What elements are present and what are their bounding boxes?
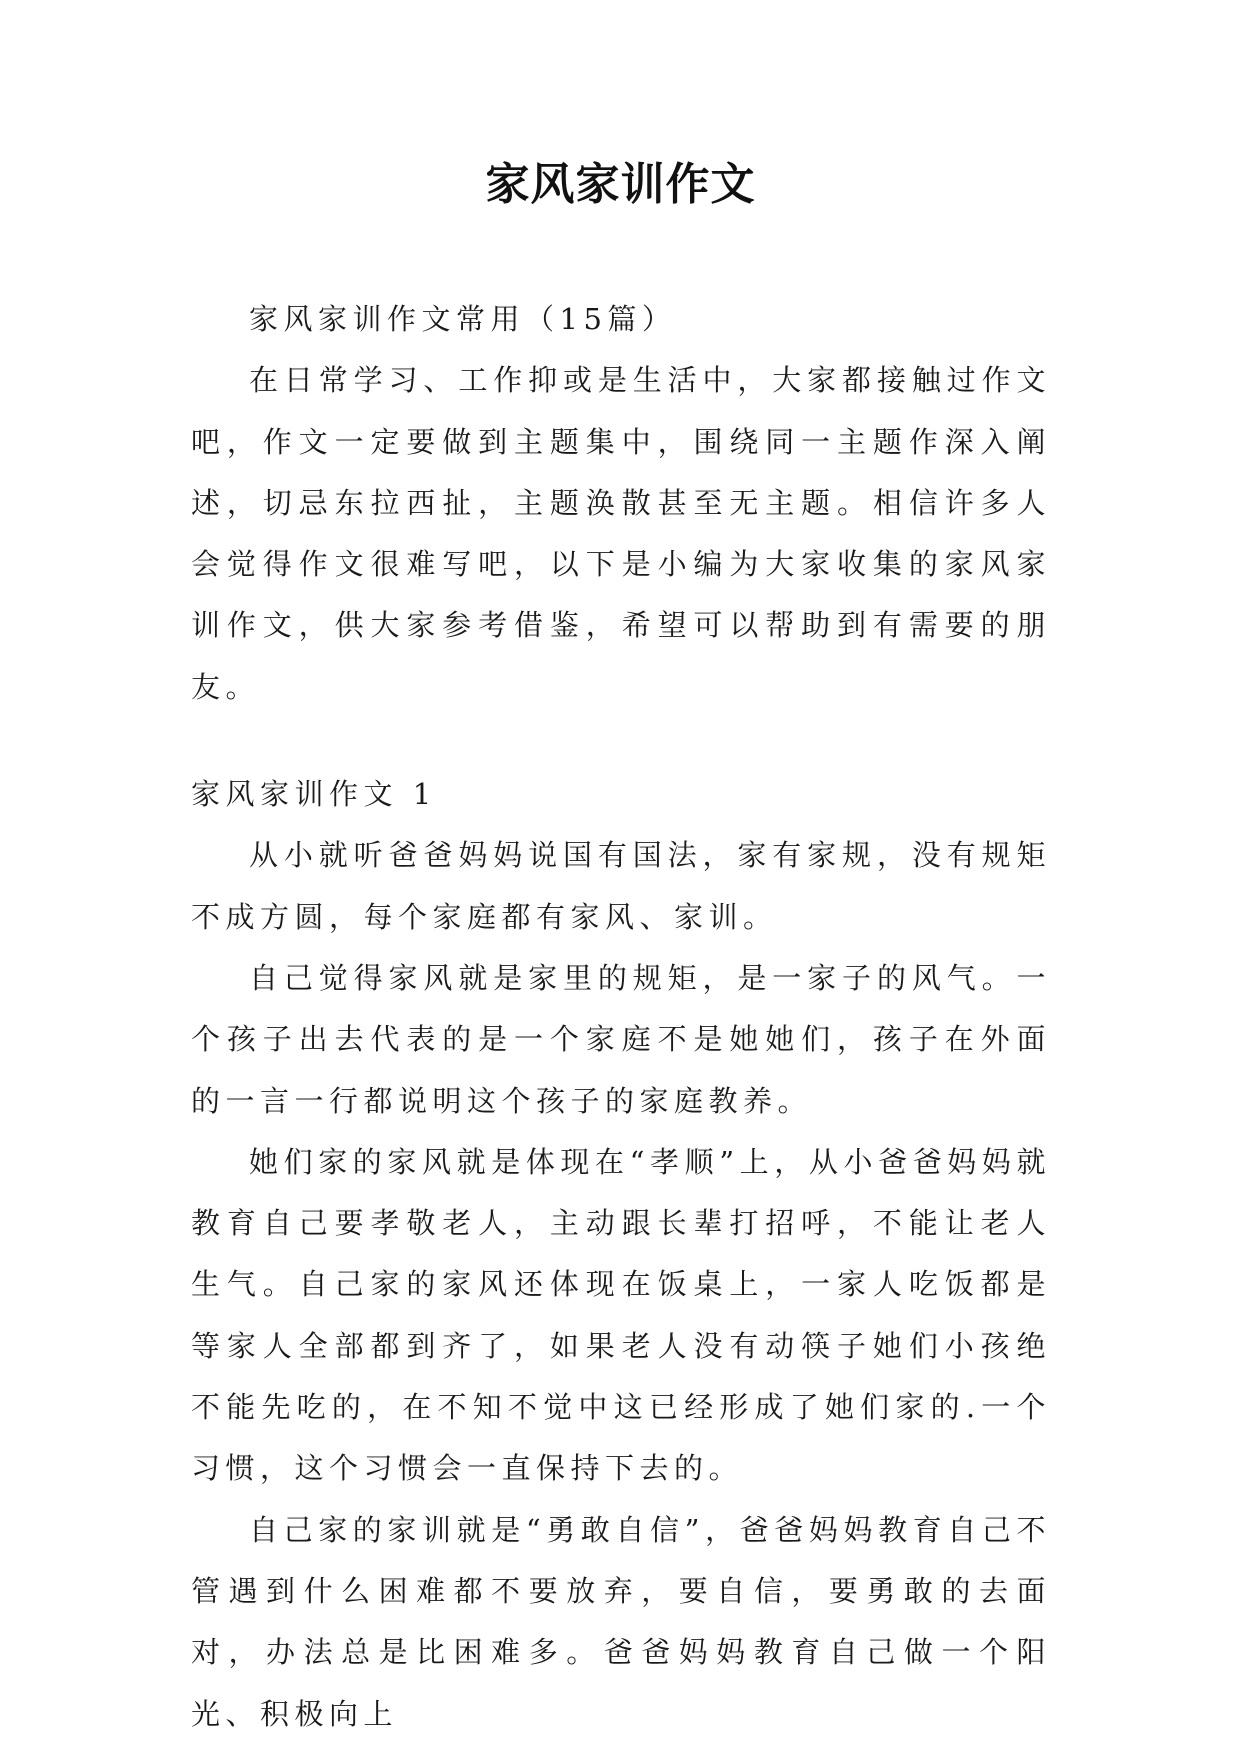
section-heading: 家风家训作文 1: [191, 777, 437, 812]
body-paragraph: 她们家的家风就是体现在“孝顺”上，从小爸爸妈妈就教育自己要孝敬老人，主动跟长辈打招呼，不能让老人生气。自己家的家风还体现在饭桌上，一家人吃饭都是等家人全部都到齐了，如果老人没有动筷子她们小孩绝不能先吃的，在不知不觉中这已经形成了她们家的.一个习惯，这个习惯会一直保持下去的。: [191, 1144, 1051, 1486]
body-paragraph: 自己家的家训就是“勇敢自信”，爸爸妈妈教育自己不管遇到什么困难都不要放弃，要自信，要勇敢的去面对，办法总是比困难多。爸爸妈妈教育自己做一个阳光、积极向上: [191, 1512, 1051, 1731]
intro-paragraph: 在日常学习、工作抑或是生活中，大家都接触过作文吧，作文一定要做到主题集中，围绕同一主题作深入阐述，切忌东拉西扯，主题涣散甚至无主题。相信许多人会觉得作文很难写吧，以下是小编为大家收集的家风家训作文，供大家参考借鉴，希望可以帮助到有需要的朋友。: [191, 363, 1051, 704]
page-title: 家风家训作文: [485, 159, 756, 210]
body-paragraph: 从小就听爸爸妈妈说国有国法，家有家规，没有规矩不成方圆，每个家庭都有家风、家训。: [191, 838, 1051, 934]
document-body: [191, 289, 1051, 1745]
section-spacer: [191, 718, 1051, 764]
body-paragraph: 自己觉得家风就是家里的规矩，是一家子的风气。一个孩子出去代表的是一个家庭不是她她们，孩子在外面的一言一行都说明这个孩子的家庭教养。: [191, 960, 1051, 1118]
document-subtitle: 家风家训作文常用（15篇）: [249, 302, 677, 336]
